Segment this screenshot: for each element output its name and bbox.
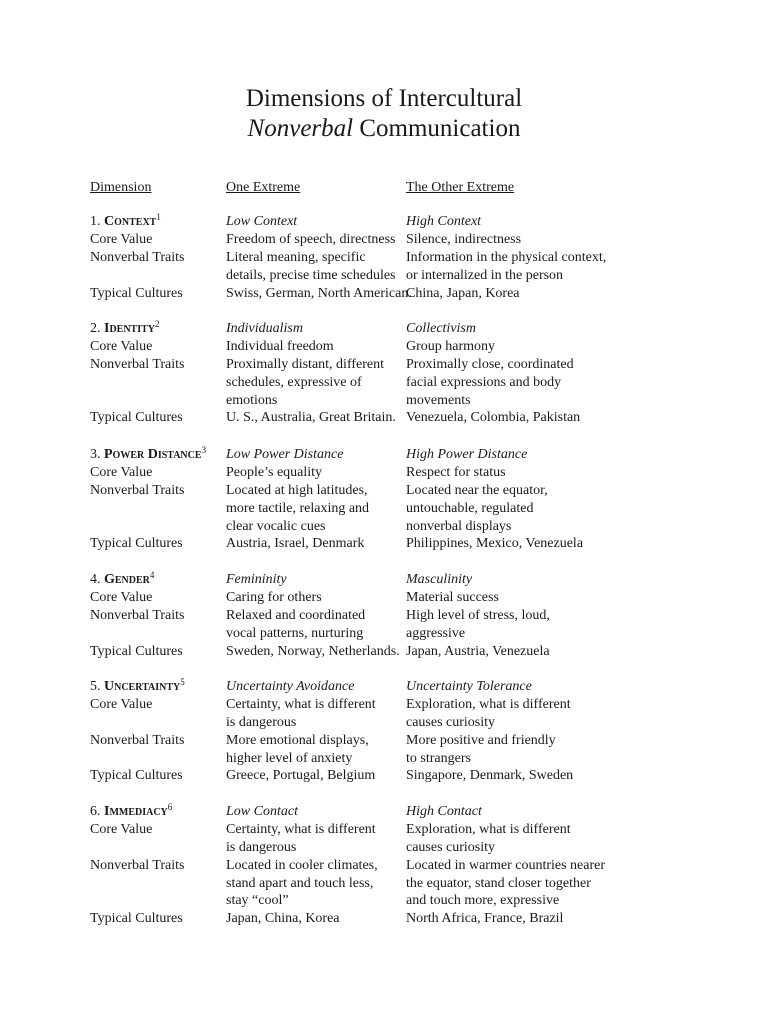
other-extreme-name: High Power Distance [406,447,528,462]
one-extreme-name: Femininity [226,572,287,587]
dimension-name: Immediacy [104,804,168,819]
one-extreme-value: schedules, expressive of [226,375,362,390]
one-extreme-value: Relaxed and coordinated [226,608,366,623]
table-row [0,625,768,643]
one-extreme-value: Literal meaning, specific [226,250,366,265]
dimension-number: 3. [90,447,104,462]
other-extreme-value: causes curiosity [406,840,496,855]
table-row [0,267,768,285]
other-extreme-value: the equator, stand closer together [406,876,591,891]
one-extreme-value: higher level of anxiety [226,751,353,766]
table-row [0,518,768,536]
title-italic-word: Nonverbal [247,115,354,142]
table-row [0,821,768,839]
row-label: Core Value [90,339,153,354]
other-extreme-value: Information in the physical context, [406,250,607,265]
one-extreme-value: clear vocalic cues [226,519,326,534]
table-row [0,482,768,500]
table-row [0,839,768,857]
table-row [0,643,768,661]
one-extreme-name: Uncertainty Avoidance [226,679,355,694]
table-row [0,750,768,768]
one-extreme-value: Individual freedom [226,339,334,354]
footnote-marker: 1 [156,212,161,222]
row-label: Core Value [90,697,153,712]
dimension-number: 2. [90,321,104,336]
other-extreme-value: Exploration, what is different [406,697,571,712]
table-row [0,767,768,785]
table-row [0,892,768,910]
footnote-marker: 6 [167,802,173,812]
one-extreme-value: Proximally distant, different [226,357,384,372]
other-extreme-name: Uncertainty Tolerance [406,679,532,694]
one-extreme-value: is dangerous [226,715,297,730]
row-label: Nonverbal Traits [90,733,185,748]
other-extreme-value: or internalized in the person [406,268,564,283]
one-extreme-name: Individualism [226,321,303,336]
table-row [0,607,768,625]
row-label: Typical Cultures [90,768,183,783]
title-line-2 [0,114,768,144]
row-label: Typical Cultures [90,286,183,301]
footnote-marker: 5 [180,677,185,687]
dimension-label [90,678,185,696]
one-extreme-value: vocal patterns, nurturing [226,626,364,641]
one-extreme-value: stand apart and touch less, [226,876,374,891]
section-heading-4 [0,571,768,589]
other-extreme-value: High level of stress, loud, [406,608,550,623]
one-extreme-value: emotions [226,393,278,408]
dimension-number: 6. [90,804,104,819]
header-one-extreme: One Extreme [226,180,301,195]
row-label: Core Value [90,822,153,837]
one-extreme-value: Certainty, what is different [226,822,376,837]
row-label: Typical Cultures [90,536,183,551]
title-line-2-rest: Communication [353,115,521,142]
other-extreme-value: untouchable, regulated [406,501,534,516]
dimension-number: 5. [90,679,104,694]
dimension-name: Gender [104,572,150,587]
other-extreme-value: Proximally close, coordinated [406,357,574,372]
other-extreme-value: Singapore, Denmark, Sweden [406,768,574,783]
header-dimension: Dimension [90,180,152,195]
dimension-number: 1. [90,214,104,229]
row-label: Typical Cultures [90,911,183,926]
one-extreme-name: Low Context [226,214,298,229]
other-extreme-value: aggressive [406,626,466,641]
row-label: Core Value [90,232,153,247]
row-label: Nonverbal Traits [90,250,185,265]
other-extreme-name: Collectivism [406,321,476,336]
one-extreme-value: stay “cool” [226,893,289,908]
other-extreme-value: to strangers [406,751,471,766]
table-row [0,500,768,518]
other-extreme-value: More positive and friendly [406,733,556,748]
dimension-label [90,446,206,464]
one-extreme-value: Japan, China, Korea [226,911,340,926]
table-row [0,356,768,374]
dimension-label [90,803,172,821]
table-row [0,875,768,893]
one-extreme-name: Low Contact [226,804,298,819]
dimension-name: Power Distance [104,447,202,462]
dimension-number: 4. [90,572,104,587]
footnote-marker: 3 [201,445,207,455]
dimension-name: Identity [104,321,156,336]
other-extreme-value: Exploration, what is different [406,822,571,837]
section-heading-2 [0,320,768,338]
section-heading-5 [0,678,768,696]
one-extreme-value: Swiss, German, North American. [226,286,412,301]
other-extreme-value: and touch more, expressive [406,893,560,908]
row-label: Nonverbal Traits [90,858,185,873]
table-row [0,374,768,392]
table-row [0,231,768,249]
column-header-row [0,179,768,197]
table-row [0,392,768,410]
one-extreme-value: Greece, Portugal, Belgium [226,768,376,783]
other-extreme-value: facial expressions and body [406,375,562,390]
dimension-label [90,213,161,231]
one-extreme-value: Caring for others [226,590,322,605]
table-row [0,409,768,427]
table-row [0,535,768,553]
dimension-name: Context [104,214,157,229]
one-extreme-value: Austria, Israel, Denmark [226,536,365,551]
row-label: Nonverbal Traits [90,608,185,623]
other-extreme-value: Group harmony [406,339,496,354]
table-row [0,285,768,303]
other-extreme-value: Located in warmer countries nearer [406,858,606,873]
section-heading-1 [0,213,768,231]
row-label: Nonverbal Traits [90,357,185,372]
row-label: Typical Cultures [90,410,183,425]
other-extreme-value: movements [406,393,471,408]
table-row [0,464,768,482]
one-extreme-value: Sweden, Norway, Netherlands. [226,644,400,659]
other-extreme-name: High Context [406,214,482,229]
document-title [0,84,768,144]
title-line-1: Dimensions of Intercultural [245,85,523,112]
table-row [0,338,768,356]
table-row [0,589,768,607]
one-extreme-value: is dangerous [226,840,297,855]
table-row [0,857,768,875]
one-extreme-value: People’s equality [226,465,323,480]
row-label: Core Value [90,465,153,480]
dimension-label [90,320,160,338]
one-extreme-value: More emotional displays, [226,733,369,748]
other-extreme-value: Material success [406,590,499,605]
one-extreme-name: Low Power Distance [226,447,344,462]
other-extreme-value: causes curiosity [406,715,496,730]
footnote-marker: 2 [155,319,160,329]
dimension-label [90,571,154,589]
other-extreme-name: High Contact [406,804,482,819]
other-extreme-value: Venezuela, Colombia, Pakistan [406,410,581,425]
table-row [0,910,768,928]
row-label: Nonverbal Traits [90,483,185,498]
section-heading-3 [0,446,768,464]
other-extreme-value: Philippines, Mexico, Venezuela [406,536,584,551]
dimension-name: Uncertainty [104,679,181,694]
header-other-extreme: The Other Extreme [406,180,515,195]
one-extreme-value: more tactile, relaxing and [226,501,370,516]
other-extreme-value: Silence, indirectness [406,232,522,247]
other-extreme-value: Japan, Austria, Venezuela [406,644,550,659]
one-extreme-value: Located in cooler climates, [226,858,378,873]
one-extreme-value: Freedom of speech, directness [226,232,396,247]
other-extreme-value: North Africa, France, Brazil [406,911,564,926]
other-extreme-name: Masculinity [406,572,473,587]
other-extreme-value: Respect for status [406,465,506,480]
table-row [0,696,768,714]
one-extreme-value: U. S., Australia, Great Britain. [226,410,396,425]
other-extreme-value: China, Japan, Korea [406,286,520,301]
table-row [0,732,768,750]
row-label: Core Value [90,590,153,605]
row-label: Typical Cultures [90,644,183,659]
footnote-marker: 4 [149,570,155,580]
one-extreme-value: Located at high latitudes, [226,483,368,498]
one-extreme-value: details, precise time schedules [226,268,396,283]
one-extreme-value: Certainty, what is different [226,697,376,712]
table-row [0,249,768,267]
section-heading-6 [0,803,768,821]
other-extreme-value: nonverbal displays [406,519,512,534]
table-row [0,714,768,732]
other-extreme-value: Located near the equator, [406,483,548,498]
